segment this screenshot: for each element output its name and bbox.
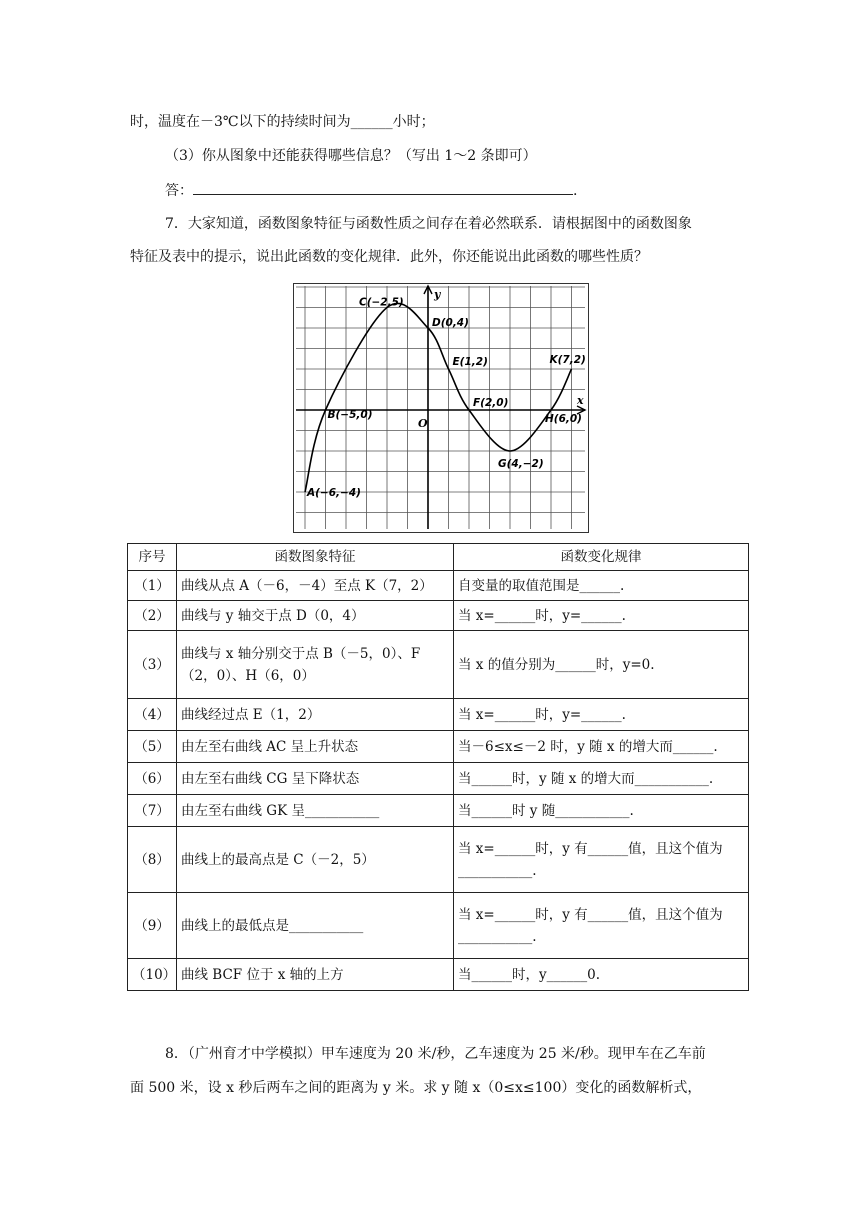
- row-feature: 由左至右曲线 GK 呈___________: [177, 795, 454, 827]
- row-no: （2）: [128, 601, 177, 631]
- y-axis-label: y: [434, 288, 441, 301]
- point-label: C(−2,5): [359, 296, 404, 309]
- row-rule: 当 x=______时，y 有______值，且这个值为___________.: [454, 827, 749, 893]
- header-no: 序号: [128, 544, 177, 571]
- row-rule: 当 x=______时，y=______.: [454, 601, 749, 631]
- row-no: （7）: [128, 795, 177, 827]
- row-feature: 曲线与 y 轴交于点 D（0，4）: [177, 601, 454, 631]
- row-rule: 当______时，y 随 x 的增大而___________.: [454, 763, 749, 795]
- table-row: [128, 631, 749, 699]
- row-feature: 曲线从点 A（－6，－4）至点 K（7，2）: [177, 571, 454, 601]
- function-table: [127, 543, 749, 991]
- row-rule: 当 x=______时，y=______.: [454, 699, 749, 731]
- table-row: [128, 893, 749, 959]
- row-no: （8）: [128, 827, 177, 893]
- point-label: G(4,−2): [498, 458, 544, 470]
- row-no: （5）: [128, 731, 177, 763]
- q7-line-1: 7．大家知道，函数图象特征与函数性质之间存在着必然联系．请根据图中的函数图象: [165, 216, 692, 232]
- row-rule: 当 x 的值分别为______时，y=0.: [454, 631, 749, 699]
- text-line-question-3: （3）你从图象中还能获得哪些信息？（写出 1～2 条即可）: [165, 148, 537, 164]
- answer-tail: .: [573, 183, 578, 199]
- point-label: E(1,2): [452, 356, 488, 368]
- answer-label: 答：: [165, 183, 193, 199]
- row-feature: 由左至右曲线 CG 呈下降状态: [177, 763, 454, 795]
- row-rule: 当______时，y______0.: [454, 959, 749, 991]
- point-label: F(2,0): [473, 397, 509, 409]
- header-feature: 函数图象特征: [177, 544, 454, 571]
- q8-line-1: 8．（广州育才中学模拟）甲车速度为 20 米/秒，乙车速度为 25 米/秒。现甲车在乙车前: [165, 1046, 706, 1062]
- table-row: [128, 763, 749, 795]
- row-rule: 自变量的取值范围是______.: [454, 571, 749, 601]
- row-feature: 曲线经过点 E（1，2）: [177, 699, 454, 731]
- point-label: A(−6,−4): [307, 487, 361, 499]
- x-axis-label: x: [577, 394, 584, 407]
- row-no: （10）: [128, 959, 177, 991]
- row-feature: 由左至右曲线 AC 呈上升状态: [177, 731, 454, 763]
- row-feature: 曲线与 x 轴分别交于点 B（－5，0）、F（2，0）、H（6，0）: [177, 631, 454, 699]
- header-rule: 函数变化规律: [454, 544, 749, 571]
- q8-line-2: 面 500 米，设 x 秒后两车之间的距离为 y 米。求 y 随 x（0≤x≤100）变化的函数解析式，: [130, 1080, 702, 1096]
- row-no: （3）: [128, 631, 177, 699]
- row-no: （1）: [128, 571, 177, 601]
- point-label: D(0,4): [432, 317, 469, 329]
- table-row: [128, 795, 749, 827]
- answer-line: [165, 180, 577, 201]
- answer-blank: [193, 180, 573, 195]
- text-line-1: 时，温度在－3℃以下的持续时间为______小时；: [130, 114, 435, 130]
- table-row: [128, 571, 749, 601]
- graph-svg: [294, 284, 587, 531]
- row-feature: 曲线上的最高点是 C（－2，5）: [177, 827, 454, 893]
- row-no: （9）: [128, 893, 177, 959]
- row-rule: 当－6≤x≤－2 时，y 随 x 的增大而______.: [454, 731, 749, 763]
- row-feature: 曲线上的最低点是___________: [177, 893, 454, 959]
- table-header-row: [128, 544, 749, 571]
- row-rule: 当 x=______时，y 有______值，且这个值为___________.: [454, 893, 749, 959]
- point-label: H(6,0): [545, 413, 582, 425]
- q7-line-2: 特征及表中的提示，说出此函数的变化规律．此外，你还能说出此函数的哪些性质？: [130, 249, 648, 265]
- table-row: [128, 699, 749, 731]
- row-feature: 曲线 BCF 位于 x 轴的上方: [177, 959, 454, 991]
- row-no: （6）: [128, 763, 177, 795]
- row-no: （4）: [128, 699, 177, 731]
- table-row: [128, 959, 749, 991]
- table-row: [128, 731, 749, 763]
- function-graph: [293, 283, 589, 533]
- point-label: K(7,2): [549, 354, 586, 366]
- point-label: B(−5,0): [327, 409, 373, 421]
- origin-label: O: [418, 417, 428, 430]
- table-row: [128, 601, 749, 631]
- row-rule: 当______时 y 随___________.: [454, 795, 749, 827]
- table-row: [128, 827, 749, 893]
